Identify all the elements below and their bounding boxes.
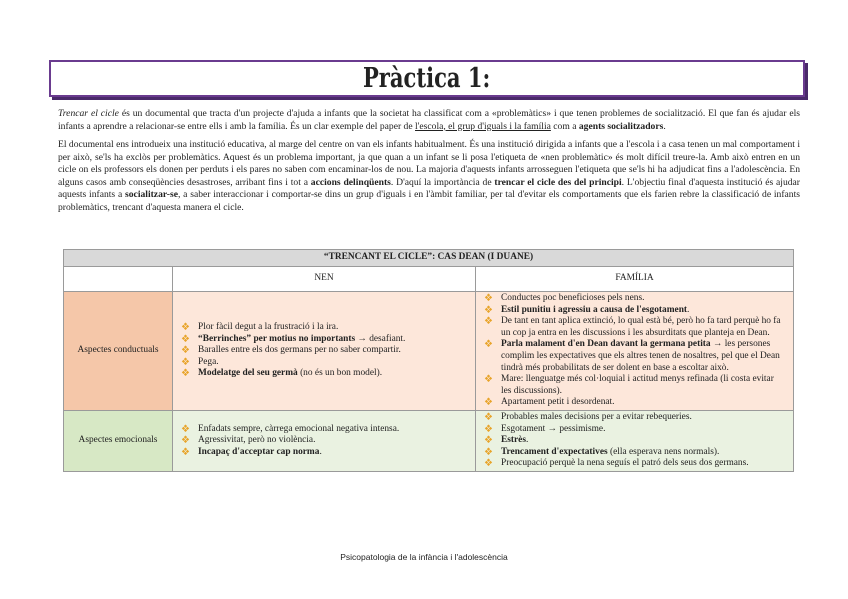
diamond-bullet-icon: ❖ (181, 321, 190, 333)
underlined-text: l'escola, el grup d'iguals i la família (415, 120, 551, 132)
item-bold: Estrès (501, 435, 526, 446)
list-item (481, 316, 786, 339)
item-bold: “Berrinches” per motius no importants (198, 333, 356, 344)
item-bold: Estil punitiu i agressiu a causa de l'esgotament (501, 304, 688, 315)
diamond-bullet-icon: ❖ (181, 356, 190, 368)
diamond-bullet-icon: ❖ (484, 397, 493, 409)
diamond-bullet-icon: ❖ (181, 446, 190, 458)
page-title: Pràctica 1: (363, 63, 491, 94)
item-text: Pega. (198, 356, 219, 367)
diamond-bullet-icon: ❖ (484, 435, 493, 447)
item-text: Agressivitat, però no violència. (198, 435, 316, 446)
diamond-bullet-icon: ❖ (181, 423, 190, 435)
intro-text (58, 108, 800, 220)
diamond-bullet-icon: ❖ (484, 316, 493, 328)
bold-text: socialitzar-se (125, 189, 178, 200)
cell-nen-emocionals (173, 410, 476, 471)
item-text: Preocupació perquè la nena seguís el patró dels seus dos germans. (501, 458, 749, 469)
text: . (663, 120, 666, 132)
table-title-rest: : CAS DEAN (I DUANE) (432, 252, 534, 263)
table-row (64, 410, 794, 471)
item-bold: Parla malament d'en Dean davant la germana petita (501, 339, 711, 350)
item-text: . (526, 435, 529, 446)
bold-text: trencar el cicle des del principi (494, 176, 622, 188)
diamond-bullet-icon: ❖ (484, 411, 493, 423)
item-text: Plor fàcil degut a la frustració i la ira. (198, 321, 339, 332)
case-table (63, 249, 794, 472)
list-item (481, 305, 786, 317)
item-text: . (319, 446, 322, 457)
diamond-bullet-icon: ❖ (181, 333, 190, 345)
diamond-bullet-icon: ❖ (484, 293, 493, 304)
column-header-familia: FAMÍLIA (476, 267, 794, 292)
intro-paragraph-1 (58, 108, 800, 133)
list-item (481, 435, 786, 447)
list-item (178, 345, 468, 357)
text: El documental ens introdueix una institució educativa, al marge del centre on van els infants habitualment. És una institució dirigida a infants que a l'escola i a casa tenen un mal comportament i per això, se'ls ha exclòs per problemàtics. Aquest és un problema important, ja que quan a un infant se li posa l'etiqueta de «nen problemàtic» és molt difícil treure-la. Amb això entren en un cicle on els professors els donen per perduts i els pares no saben com encaminar-los de nou. La majoria d'aquests infants arrosseguen l'etiqueta que se'ls hi ha adjudicat fins a l'adolescència. En alguns casos amb conseqüències desastroses, arribant fins i tot a (58, 139, 800, 188)
list-item (178, 334, 468, 346)
list-item (178, 424, 468, 436)
item-bold: Trencament d'expectatives (501, 446, 608, 457)
text: . D'aquí la importància de (390, 176, 495, 188)
diamond-bullet-icon: ❖ (484, 304, 493, 316)
item-text: → desafiant. (355, 333, 406, 344)
diamond-bullet-icon: ❖ (484, 339, 493, 351)
list-item (481, 397, 786, 409)
list-item (178, 322, 468, 334)
item-text: Apartament petit i desordenat. (501, 397, 615, 408)
list-item (178, 435, 468, 447)
list-item (481, 374, 786, 397)
item-text: (no és un bon model). (297, 368, 383, 379)
item-text: Mare: llenguatge més col·loquial i actitud menys refinada (li costa evitar les discussions). (501, 374, 774, 396)
diamond-bullet-icon: ❖ (484, 374, 493, 386)
text: . L'objectiu final d'aquesta institució és ajudar aquests infants a (58, 176, 800, 200)
item-text: (ella esperava nens normals). (607, 446, 720, 457)
cell-familia-conductuals (476, 292, 794, 411)
diamond-bullet-icon: ❖ (181, 345, 190, 357)
list-item (481, 458, 786, 470)
diamond-bullet-icon: ❖ (484, 423, 493, 435)
diamond-bullet-icon: ❖ (181, 435, 190, 447)
text: és un documental que tracta d'un projecte d'ajuda a infants que la societat ha classificat com a «problemàtics» i que tenen problemes de socialització. El que fan és ajudar els infants a aprendre a relacionar-se entre ells i amb la família. És un clar exemple del paper de (58, 108, 800, 132)
item-bold: Modelatge del seu germà (198, 368, 298, 379)
diamond-bullet-icon: ❖ (484, 446, 493, 458)
item-text: Probables males decisions per a evitar rebequeries. (501, 411, 692, 422)
intro-paragraph-2 (58, 139, 800, 214)
list-item (178, 447, 468, 459)
bold-text: agents socialitzadors (578, 120, 664, 132)
bold-text: accions delinqüents (310, 176, 391, 188)
title-box (49, 60, 805, 97)
item-text: . (687, 304, 690, 315)
item-text: Esgotament → pessimisme. (501, 423, 606, 434)
item-text: Baralles entre els dos germans per no saber compartir. (198, 345, 401, 356)
item-bold: Incapaç d'acceptar cap norma (198, 446, 320, 457)
item-text: → les persones complim les expectatives que els altres tenen de nosaltres, pel que el Dean tindrà més probabilitats de ser dolent en base a escoltar això. (501, 339, 780, 373)
documentary-title: Trencar el cicle (58, 108, 119, 119)
list-item (481, 339, 786, 374)
item-text: De tant en tant aplica extinció, lo qual està bé, però ho fa tard perquè ho fa un cop ja entra en les discussions i les absurditats que planteja en Dean. (501, 316, 781, 338)
item-text: Conductes poc beneficioses pels nens. (501, 293, 645, 303)
column-header-nen: NEN (173, 267, 476, 292)
header-empty (64, 267, 173, 292)
row-label-emocionals: Aspectes emocionals (64, 410, 173, 471)
item-text: Enfadats sempre, càrrega emocional negativa intensa. (198, 423, 400, 434)
table-row (64, 292, 794, 411)
page-footer: Psicopatologia de la infància i l'adolescència (340, 552, 508, 562)
table-title-bold: “TRENCANT EL CICLE” (323, 252, 433, 263)
row-label-conductuals: Aspectes conductuals (64, 292, 173, 411)
diamond-bullet-icon: ❖ (484, 458, 493, 470)
list-item (481, 293, 786, 305)
list-item (178, 368, 468, 380)
list-item (481, 412, 786, 424)
table-title (64, 250, 794, 267)
cell-familia-emocionals (476, 410, 794, 471)
cell-nen-conductuals (173, 292, 476, 411)
diamond-bullet-icon: ❖ (181, 368, 190, 380)
list-item (481, 447, 786, 459)
text: com a (550, 120, 579, 132)
list-item (481, 424, 786, 436)
list-item (178, 357, 468, 369)
text: , a saber interaccionar i comportar-se dins un grup d'iguals i en l'àmbit familiar, per tal d'evitar els comportaments que els farien rebre la classificació de infants problemàtics, trencant d'aquesta manera el cicle. (58, 189, 800, 213)
